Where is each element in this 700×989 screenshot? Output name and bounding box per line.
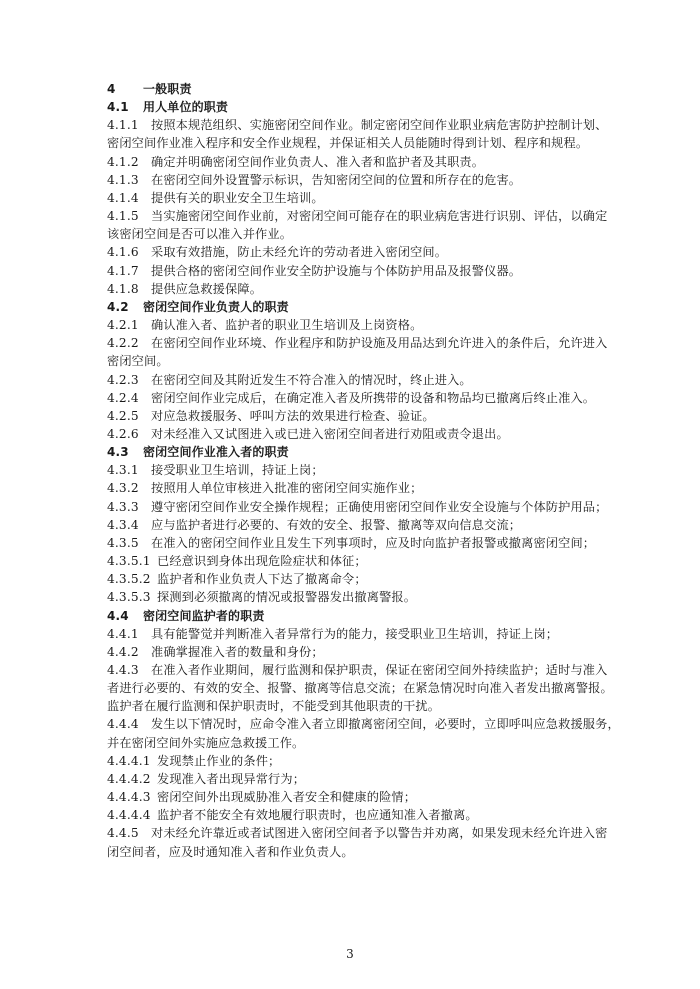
clause-text: 密闭空间作业准入者的职责	[143, 445, 289, 460]
clause-number: 4.3.5.3	[107, 590, 151, 605]
paragraph-line	[107, 389, 603, 407]
clause-number: 4.3.3	[107, 499, 139, 514]
paragraph-line	[107, 262, 603, 280]
clause-text: 发现禁止作业的条件；	[157, 753, 281, 768]
clause-number: 4.4.4.4	[107, 808, 151, 823]
clause-number: 4.1.7	[107, 263, 139, 278]
clause-text: 采取有效措施，防止未经允许的劳动者进入密闭空间。	[151, 245, 448, 260]
paragraph-line	[107, 316, 603, 334]
clause-number: 4.2.6	[107, 426, 139, 441]
clause-number: 4.2.3	[107, 372, 139, 387]
sub-clause-line	[107, 552, 603, 570]
clause-number: 4.2.4	[107, 390, 139, 405]
clause-text: 接受职业卫生培训，持证上岗；	[151, 463, 324, 478]
clause-number: 4.4.4.1	[107, 753, 151, 768]
paragraph-line	[107, 425, 603, 443]
paragraph-line	[107, 334, 608, 352]
paragraph-line	[107, 171, 603, 189]
clause-number: 4.4.4	[107, 717, 139, 732]
clause-text: 按照本规范组织、实施密闭空间作业。制定密闭空间作业职业病危害防护控制计划、	[151, 118, 608, 133]
clause-number: 4.1.1	[107, 118, 139, 133]
paragraph-continuation	[107, 843, 603, 861]
paragraph-line	[107, 625, 603, 643]
clause-number: 4.4.4.3	[107, 790, 151, 805]
clause-text: 密闭空间监护者的职责	[143, 608, 265, 623]
paragraph-line	[107, 643, 603, 661]
clause-number: 4.2.2	[107, 336, 139, 351]
clause-number: 4.1	[107, 100, 129, 115]
clause-text: 按照用人单位审核进入批准的密闭空间实施作业；	[151, 481, 423, 496]
paragraph-continuation	[107, 734, 603, 752]
clause-text: 确认准入者、监护者的职业卫生培训及上岗资格。	[151, 318, 423, 333]
clause-text: 提供应急救援保障。	[151, 281, 263, 296]
sub-clause-line	[107, 788, 603, 806]
paragraph-line	[107, 498, 608, 516]
clause-text: 密闭空间。	[107, 354, 169, 369]
paragraph-line	[107, 661, 608, 679]
document-body	[107, 80, 620, 861]
clause-text: 用人单位的职责	[143, 100, 229, 115]
paragraph-continuation	[107, 352, 603, 370]
clause-text: 已经意识到身体出现危险症状和体征；	[157, 554, 367, 569]
clause-text: 监护者和作业负责人下达了撤离命令；	[157, 572, 367, 587]
clause-number: 4.4	[107, 608, 129, 623]
paragraph-line	[107, 153, 603, 171]
paragraph-line	[107, 516, 603, 534]
paragraph-line	[107, 479, 603, 497]
clause-text: 提供合格的密闭空间作业安全防护设施与个体防护用品及报警仪器。	[151, 263, 522, 278]
sub-clause-line	[107, 588, 603, 606]
clause-number: 4.1.3	[107, 172, 139, 187]
sub-clause-line	[107, 752, 603, 770]
clause-text: 发现准入者出现异常行为；	[157, 771, 306, 786]
clause-number: 4.3.5.1	[107, 554, 151, 569]
clause-text: 对应急救援服务、呼叫方法的效果进行检查、验证。	[151, 408, 435, 423]
section-heading	[107, 80, 603, 98]
clause-text: 并在密闭空间外实施应急救援工作。	[107, 735, 305, 750]
clause-text: 在准入者作业期间，履行监测和保护职责，保证在密闭空间外持续监护；适时与准入	[151, 663, 608, 677]
clause-number: 4.3.1	[107, 463, 139, 478]
clause-number: 4.2.5	[107, 408, 139, 423]
paragraph-line	[107, 824, 608, 842]
clause-text: 遵守密闭空间作业安全操作规程；正确使用密闭空间作业安全设施与个体防护用品；	[151, 499, 608, 514]
clause-number: 4.1.6	[107, 245, 139, 260]
clause-text: 密闭空间外出现威胁准入者安全和健康的险情；	[157, 790, 417, 805]
clause-number: 4.3.5	[107, 535, 139, 550]
clause-text: 在密闭空间作业环境、作业程序和防护设施及用品达到允许进入的条件后，允许进入	[151, 336, 608, 351]
sub-clause-line	[107, 770, 603, 788]
clause-number: 4.4.5	[107, 826, 139, 841]
clause-text: 监护者不能安全有效地履行职责时，也应通知准入者撤离。	[157, 808, 478, 823]
clause-number: 4	[107, 82, 116, 96]
clause-text: 准确掌握准入者的数量和身份；	[151, 644, 324, 659]
subsection-heading	[107, 443, 603, 461]
clause-number: 4.2.1	[107, 318, 139, 333]
page-number: 3	[346, 947, 354, 961]
paragraph-continuation	[107, 134, 603, 152]
paragraph-line	[107, 189, 603, 207]
paragraph-line	[107, 715, 620, 733]
clause-number: 4.3.2	[107, 481, 139, 496]
paragraph-continuation	[107, 679, 613, 697]
clause-text: 该密闭空间是否可以准入并作业。	[107, 227, 293, 242]
subsection-heading	[107, 98, 603, 116]
clause-number: 4.1.5	[107, 209, 139, 224]
clause-text: 密闭空间作业完成后，在确定准入者及所携带的设备和物品均已撤离后终止准入。	[151, 390, 596, 405]
clause-text: 在密闭空间及其附近发生不符合准入的情况时，终止进入。	[151, 372, 472, 387]
paragraph-line	[107, 407, 603, 425]
clause-number: 4.1.4	[107, 190, 139, 205]
clause-text: 应与监护者进行必要的、有效的安全、报警、撤离等双向信息交流；	[151, 517, 522, 532]
clause-number: 4.4.2	[107, 644, 139, 659]
subsection-heading	[107, 298, 603, 316]
sub-clause-line	[107, 570, 603, 588]
paragraph-line	[107, 461, 603, 479]
clause-text: 确定并明确密闭空间作业负责人、准入者和监护者及其职责。	[151, 154, 485, 169]
paragraph-line	[107, 534, 603, 552]
clause-number: 4.3.5.2	[107, 572, 151, 587]
sub-clause-line	[107, 806, 603, 824]
clause-text: 对未经准入又试图进入或已进入密闭空间者进行劝阻或责令退出。	[151, 426, 509, 441]
clause-text: 闭空间者，应及时通知准入者和作业负责人。	[107, 844, 354, 859]
clause-text: 在准入的密闭空间作业且发生下列事项时，应及时向监护者报警或撤离密闭空间；	[151, 535, 596, 550]
paragraph-line	[107, 371, 603, 389]
clause-number: 4.1.2	[107, 154, 139, 169]
paragraph-line	[107, 207, 608, 225]
clause-text: 探测到必须撤离的情况或报警器发出撤离警报。	[157, 590, 417, 605]
paragraph-line	[107, 116, 608, 134]
clause-text: 监护者在履行监测和保护职责时，不能受到其他职责的干扰。	[107, 699, 441, 714]
clause-text: 发生以下情况时，应命令准入者立即撤离密闭空间，必要时，立即呼叫应急救援服务，	[151, 717, 620, 732]
clause-number: 4.2	[107, 299, 129, 314]
clause-text: 在密闭空间外设置警示标识，告知密闭空间的位置和所存在的危害。	[151, 172, 522, 187]
clause-text: 提供有关的职业安全卫生培训。	[151, 190, 324, 205]
subsection-heading	[107, 607, 603, 625]
clause-text: 一般职责	[143, 82, 192, 96]
clause-number: 4.1.8	[107, 281, 139, 296]
clause-number: 4.3.4	[107, 517, 139, 532]
paragraph-continuation	[107, 697, 603, 715]
paragraph-continuation	[107, 225, 603, 243]
clause-text: 者进行必要的、有效的安全、报警、撤离等信息交流；在紧急情况时向准入者发出撤离警报。	[107, 681, 613, 696]
clause-text: 具有能警觉并判断准入者异常行为的能力，接受职业卫生培训，持证上岗；	[151, 626, 559, 641]
paragraph-line	[107, 243, 603, 261]
clause-text: 密闭空间作业准入程序和安全作业规程，并保证相关人员能随时得到计划、程序和规程。	[107, 136, 589, 151]
clause-number: 4.4.4.2	[107, 771, 151, 786]
clause-text: 当实施密闭空间作业前，对密闭空间可能存在的职业病危害进行识别、评估，以确定	[151, 209, 608, 224]
clause-number: 4.3	[107, 445, 129, 460]
clause-text: 密闭空间作业负责人的职责	[143, 299, 289, 314]
clause-number: 4.4.1	[107, 626, 139, 641]
clause-number: 4.4.3	[107, 663, 139, 677]
clause-text: 对未经允许靠近或者试图进入密闭空间者予以警告并劝离，如果发现未经允许进入密	[151, 826, 608, 841]
paragraph-line	[107, 280, 603, 298]
